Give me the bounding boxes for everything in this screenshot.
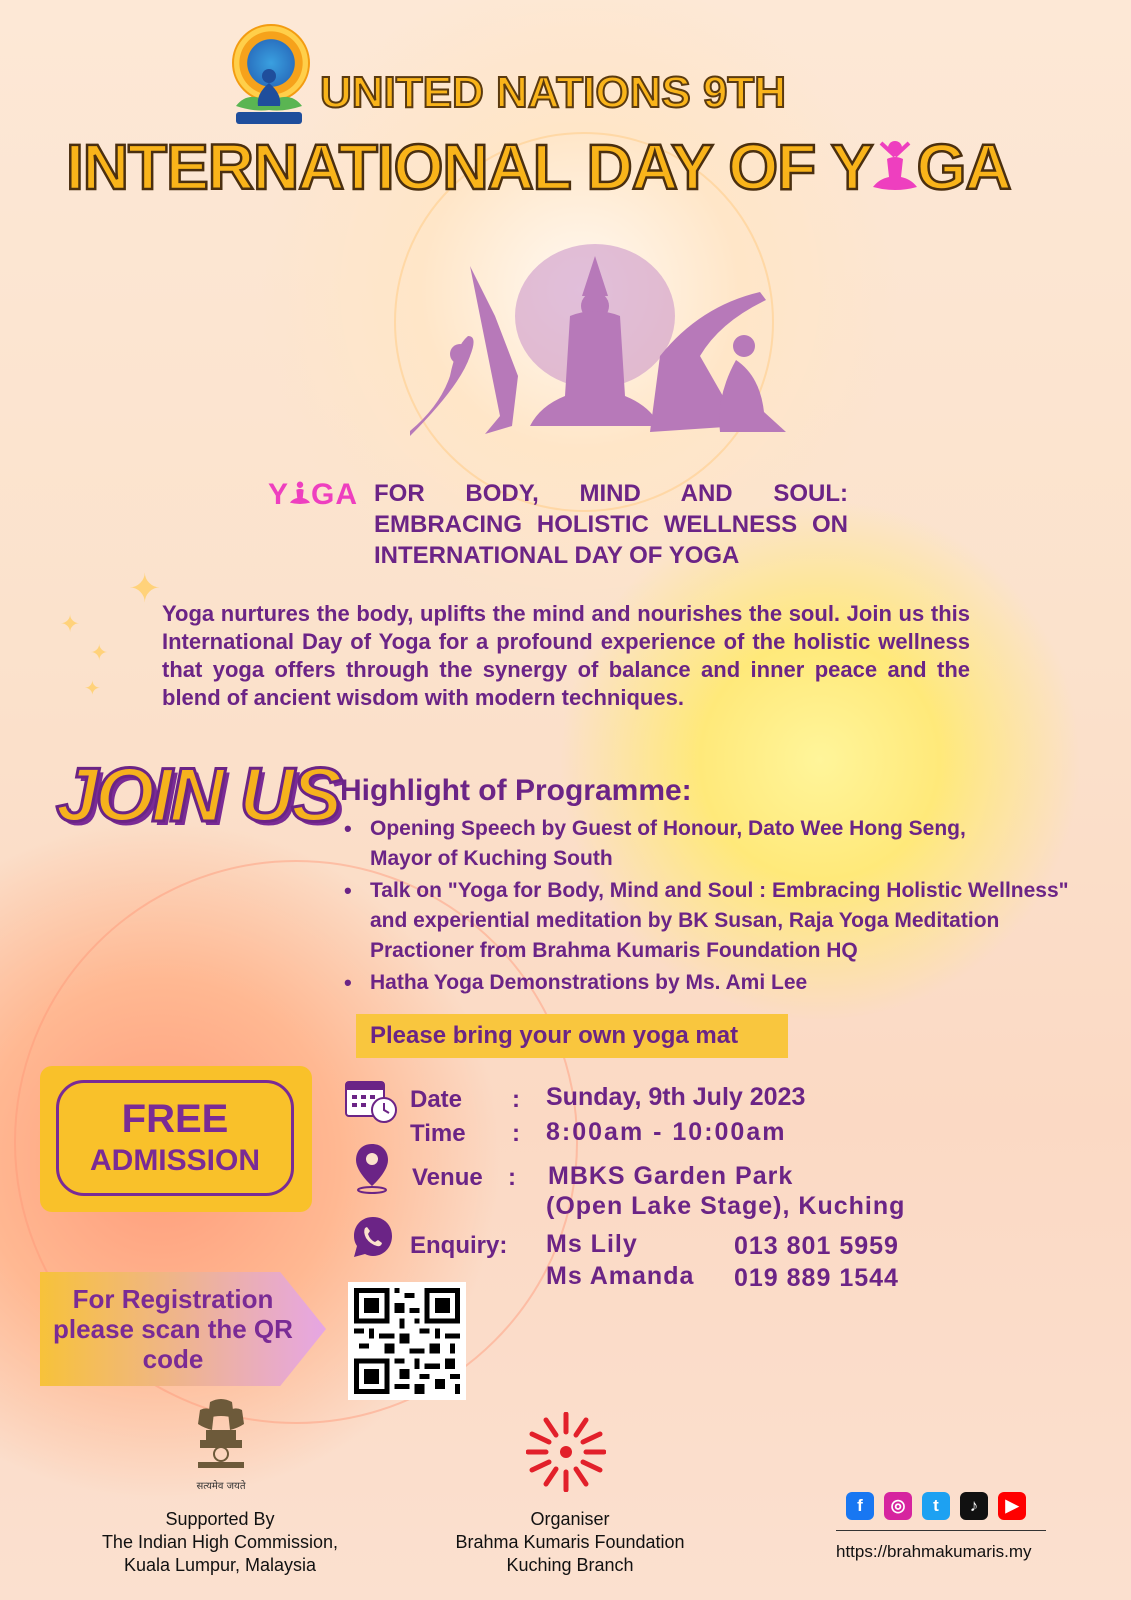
title-line-1: UNITED NATIONS 9TH [320,68,787,117]
organiser-line-1: Brahma Kumaris Foundation [455,1532,685,1552]
admission-text: ADMISSION [89,1144,260,1177]
date-label: Date [410,1086,463,1113]
instagram-icon[interactable]: ◎ [884,1492,912,1520]
yoga-silhouettes-illustration [400,236,790,446]
highlight-item: • Talk on "Yoga for Body, Mind and Soul : Embracing Holistic Wellness" and experiential meditation by BK Susan, Raja Yoga Meditation Practioner from Brahma Kumaris Foundation HQ [340,876,1090,966]
date-colon: : [512,1086,520,1113]
venue-line-2: (Open Lake Stage), Kuching [546,1192,906,1220]
enquiry-label: Enquiry: [410,1232,508,1259]
emblem-motto: सत्यमेव जयते [196,1481,246,1492]
whatsapp-icon [350,1214,396,1260]
venue-label: Venue [412,1164,483,1191]
contact-name: Ms Amanda [546,1262,695,1290]
venue-line-1: MBKS Garden Park [548,1162,794,1190]
yoga-day-logo-figure-icon [228,46,310,126]
supported-by-label: Supported By [165,1509,275,1529]
organiser-block [420,1508,720,1577]
supporter-line-1: The Indian High Commission, [101,1532,339,1552]
yoga-pose-o-icon [289,480,311,506]
date-value: Sunday, 9th July 2023 [546,1083,806,1111]
sparkle-icon: ✦ [60,611,81,638]
time-value: 8:00am - 10:00am [546,1118,787,1146]
contact-phone: 019 889 1544 [734,1264,899,1292]
sparkle-icon: ✦ [128,567,162,611]
title-text: GA [916,131,1011,203]
time-label: Time [410,1120,466,1147]
contact-name: Ms Lily [546,1230,638,1258]
highlight-item: • Hatha Yoga Demonstrations by Ms. Ami Lee [340,968,1090,998]
registration-text: For Registration please scan the QR code [53,1284,293,1374]
social-links [846,1492,1026,1520]
title-text: INTERNATIONAL DAY OF Y [66,131,873,203]
contact-phone: 013 801 5959 [734,1232,899,1260]
yoga-pose-o-icon [871,139,919,193]
venue-colon: : [508,1164,516,1191]
supporter-line-2: Kuala Lumpur, Malaysia [123,1555,317,1575]
highlight-item: • Opening Speech by Guest of Honour, Dato Wee Hong Seng, Mayor of Kuching South [340,814,1090,874]
theme-subtitle: FOR BODY, MIND AND SOUL: EMBRACING HOLISTIC WELLNESS ON INTERNATIONAL DAY OF YOGA [374,480,848,569]
yoga-mat-notice: Please bring your own yoga mat [356,1014,788,1058]
indian-emblem-icon [190,1396,252,1480]
supporter-block [60,1508,380,1577]
highlights-title: Highlight of Programme: [340,774,692,807]
time-colon: : [512,1120,520,1147]
free-text: FREE [121,1097,229,1141]
tiktok-icon[interactable]: ♪ [960,1492,988,1520]
qr-code-icon [354,1288,460,1394]
title-line-2 [66,130,1011,204]
twitter-icon[interactable]: t [922,1492,950,1520]
location-pin-icon [352,1142,392,1194]
calendar-clock-icon [344,1078,400,1124]
sparkle-icon: ✦ [84,678,101,700]
theme-yoga-prefix: Y [268,478,290,511]
join-us-heading: JOIN US [56,753,340,838]
free-admission-label [56,1080,294,1196]
theme-yoga-suffix: GA [311,478,359,511]
youtube-icon[interactable]: ▶ [998,1492,1026,1520]
organiser-label: Organiser [530,1509,610,1529]
intro-paragraph: Yoga nurtures the body, uplifts the mind and nourishes the soul. Join us this International Day of Yoga for a profound experience of the holistic wellness that yoga offers through the synergy of balance and inner peace and the blend of ancient wisdom with modern techniques. [162,601,970,710]
highlights-list [340,814,1090,1000]
organiser-line-2: Kuching Branch [506,1555,634,1575]
sparkle-icon: ✦ [90,640,109,665]
website-link[interactable]: https://brahmakumaris.my [836,1542,1032,1561]
facebook-icon[interactable]: f [846,1492,874,1520]
brahma-kumaris-logo-icon [526,1412,606,1492]
theme-yoga-word [268,478,358,512]
registration-qr-code[interactable] [348,1282,466,1400]
footer-divider [836,1530,1046,1531]
